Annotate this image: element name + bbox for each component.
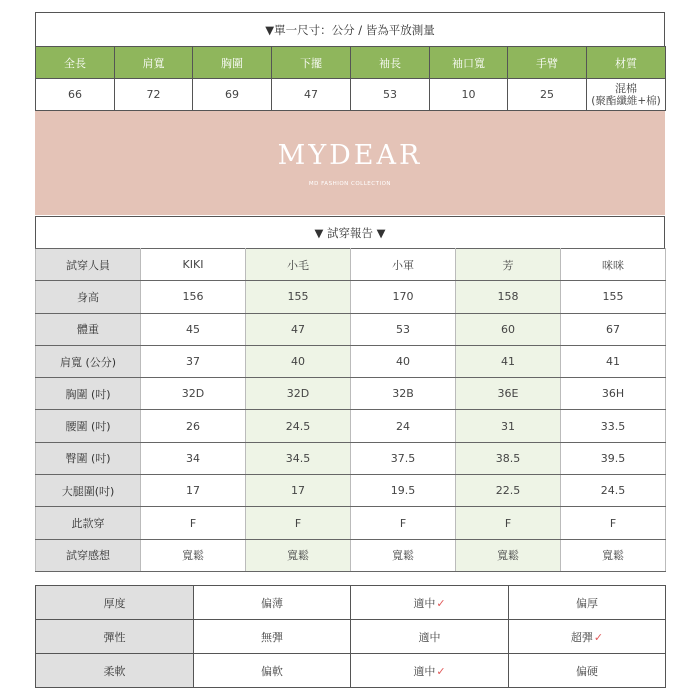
report-cell: 37 [141, 345, 246, 377]
fabric-row [36, 586, 666, 620]
report-cell: 22.5 [456, 475, 561, 507]
size-header-cell: 胸圍 [193, 47, 272, 79]
report-cell: 小軍 [351, 249, 456, 281]
report-row-label: 試穿人員 [36, 249, 141, 281]
report-cell: 寬鬆 [456, 539, 561, 571]
report-row-label: 身高 [36, 281, 141, 313]
report-cell: F [246, 507, 351, 539]
size-table [35, 46, 666, 111]
report-cell: 41 [456, 345, 561, 377]
report-cell: 34.5 [246, 442, 351, 474]
report-cell: 53 [351, 313, 456, 345]
brand-banner [35, 111, 665, 215]
fabric-option-cell [509, 620, 666, 654]
size-section-title: ▼單一尺寸：公分 / 皆為平放測量 [35, 12, 665, 46]
report-cell: 41 [561, 345, 666, 377]
report-row-label: 體重 [36, 313, 141, 345]
report-row [36, 507, 666, 539]
report-cell: 36H [561, 378, 666, 410]
size-header-cell: 材質 [587, 47, 666, 79]
size-header-cell: 肩寬 [115, 47, 193, 79]
fabric-option-label: 超彈 [570, 630, 593, 644]
fabric-option-cell [194, 654, 351, 688]
fitting-report-table [35, 248, 666, 572]
report-cell: F [456, 507, 561, 539]
report-cell: 60 [456, 313, 561, 345]
report-cell: 155 [561, 281, 666, 313]
fabric-row-label: 彈性 [36, 620, 194, 654]
fabric-option-cell [351, 654, 509, 688]
fabric-option-label: 偏硬 [576, 664, 598, 678]
report-cell: 158 [456, 281, 561, 313]
report-row-label: 此款穿 [36, 507, 141, 539]
report-cell: 34 [141, 442, 246, 474]
fabric-option-cell [509, 586, 666, 620]
report-cell: KIKI [141, 249, 246, 281]
report-row-label: 肩寬 (公分) [36, 345, 141, 377]
material-line: 混棉 [615, 81, 637, 95]
fabric-option-label: 偏厚 [576, 596, 598, 610]
report-cell: F [561, 507, 666, 539]
report-title: ▼ 試穿報告 ▼ [35, 216, 665, 248]
size-value-cell: 69 [193, 79, 272, 111]
report-row [36, 249, 666, 281]
report-cell: 17 [141, 475, 246, 507]
report-cell: 32D [141, 378, 246, 410]
fabric-option-cell [351, 586, 509, 620]
fabric-row-label: 厚度 [36, 586, 194, 620]
size-header-cell: 全長 [36, 47, 115, 79]
report-cell: F [141, 507, 246, 539]
fabric-row [36, 654, 666, 688]
size-header-cell: 下擺 [272, 47, 351, 79]
fabric-option-label: 適中 [418, 630, 441, 644]
size-value-cell: 47 [272, 79, 351, 111]
brand-logo: MYDEAR [277, 139, 423, 171]
report-row [36, 378, 666, 410]
size-value-cell: 72 [115, 79, 193, 111]
size-value-cell: 53 [351, 79, 430, 111]
report-cell: 31 [456, 410, 561, 442]
report-row [36, 442, 666, 474]
report-cell: 寬鬆 [141, 539, 246, 571]
report-cell: 芳 [456, 249, 561, 281]
size-header-row [36, 47, 666, 79]
size-value-row [36, 79, 666, 111]
material-cell [587, 79, 666, 111]
report-cell: 40 [351, 345, 456, 377]
report-cell: 19.5 [351, 475, 456, 507]
report-row [36, 539, 666, 571]
report-cell: 小毛 [246, 249, 351, 281]
check-mark-icon: ✓ [436, 664, 446, 678]
report-cell: 咪咪 [561, 249, 666, 281]
fabric-option-cell [509, 654, 666, 688]
report-cell: 寬鬆 [246, 539, 351, 571]
brand-subtitle: MD FASHION COLLECTION [308, 180, 392, 187]
report-cell: 45 [141, 313, 246, 345]
report-cell: 156 [141, 281, 246, 313]
report-cell: 170 [351, 281, 456, 313]
report-row [36, 281, 666, 313]
report-cell: 寬鬆 [561, 539, 666, 571]
fabric-table [35, 585, 666, 688]
report-cell: 32B [351, 378, 456, 410]
fabric-option-cell [194, 620, 351, 654]
fabric-option-label: 適中 [413, 664, 436, 678]
report-cell: 33.5 [561, 410, 666, 442]
report-row-label: 腰圍 (吋) [36, 410, 141, 442]
report-row [36, 410, 666, 442]
size-value-cell: 66 [36, 79, 115, 111]
check-mark-icon: ✓ [436, 596, 446, 610]
report-row-label: 臀圍 (吋) [36, 442, 141, 474]
report-cell: 32D [246, 378, 351, 410]
report-row [36, 345, 666, 377]
report-cell: 寬鬆 [351, 539, 456, 571]
report-cell: 24 [351, 410, 456, 442]
report-cell: F [351, 507, 456, 539]
report-row-label: 大腿圍(吋) [36, 475, 141, 507]
fabric-option-cell [194, 586, 351, 620]
report-cell: 17 [246, 475, 351, 507]
size-header-cell: 袖口寬 [430, 47, 508, 79]
report-row [36, 313, 666, 345]
report-row-label: 胸圍 (吋) [36, 378, 141, 410]
size-value-cell: 10 [430, 79, 508, 111]
report-cell: 26 [141, 410, 246, 442]
report-cell: 38.5 [456, 442, 561, 474]
fabric-option-label: 無彈 [261, 630, 283, 644]
report-cell: 24.5 [561, 475, 666, 507]
size-header-cell: 手臂 [508, 47, 587, 79]
report-cell: 37.5 [351, 442, 456, 474]
report-row [36, 475, 666, 507]
report-cell: 47 [246, 313, 351, 345]
fabric-option-cell [351, 620, 509, 654]
report-cell: 155 [246, 281, 351, 313]
fabric-option-label: 偏薄 [261, 596, 283, 610]
report-row-label: 試穿感想 [36, 539, 141, 571]
fabric-row-label: 柔軟 [36, 654, 194, 688]
report-cell: 24.5 [246, 410, 351, 442]
fabric-option-label: 適中 [413, 596, 436, 610]
report-cell: 67 [561, 313, 666, 345]
check-mark-icon: ✓ [593, 630, 604, 644]
material-line: (聚酯纖維+棉) [591, 94, 661, 107]
report-cell: 36E [456, 378, 561, 410]
size-header-cell: 袖長 [351, 47, 430, 79]
report-cell: 39.5 [561, 442, 666, 474]
report-cell: 40 [246, 345, 351, 377]
size-value-cell: 25 [508, 79, 587, 111]
fabric-row [36, 620, 666, 654]
fabric-option-label: 偏軟 [261, 664, 283, 678]
